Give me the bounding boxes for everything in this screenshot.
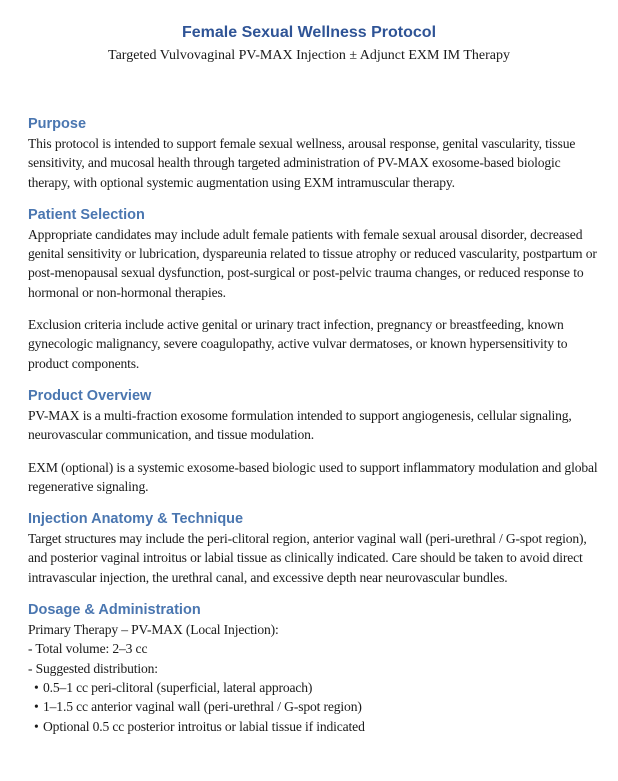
section-heading-injection-anatomy: Injection Anatomy & Technique (28, 511, 244, 528)
section-product-overview (28, 386, 603, 496)
section-injection-anatomy (28, 509, 603, 587)
exclusion-criteria-paragraph: Exclusion criteria include active genital or urinary tract infection, pregnancy or breastfeeding, known gynecologic malignancy, severe coagulopathy, active vulvar dermatoses, or known hypersensitivity to product components. (28, 317, 568, 371)
document-subtitle: Targeted Vulvovaginal PV-MAX Injection ± Adjunct EXM IM Therapy (108, 48, 510, 63)
section-purpose (28, 114, 603, 192)
section-heading-dosage: Dosage & Administration (28, 602, 201, 619)
bullet-icon: • (34, 718, 39, 734)
section-dosage (28, 600, 603, 736)
injection-anatomy-paragraph: Target structures may include the peri-clitoral region, anterior vaginal wall (peri-urethral / G-spot region), and posterior vaginal introitus or labial tissue as clinically indicated. Care should be taken to avoid direct intravascular injection, the urethral canal, and excessive depth near neurovascular bundles. (28, 531, 587, 585)
document-body (28, 114, 603, 736)
purpose-paragraph: This protocol is intended to support female sexual wellness, arousal response, genital vascularity, tissue sensitivity, and mucosal health through targeted administration of PV-MAX exosome-based biologic therapy, with optional systemic augmentation using EXM intramuscular therapy. (28, 136, 576, 190)
document-title: Female Sexual Wellness Protocol (181, 24, 437, 41)
distribution-bullet (28, 678, 603, 697)
suggested-distribution-line: - Suggested distribution: (28, 660, 158, 676)
bullet-text: 0.5–1 cc peri-clitoral (superficial, lateral approach) (43, 679, 313, 695)
bullet-text: 1–1.5 cc anterior vaginal wall (peri-urethral / G-spot region) (43, 699, 362, 715)
pv-max-paragraph: PV-MAX is a multi-fraction exosome formulation intended to support angiogenesis, cellular signaling, neurovascular communication, and tissue modulation. (28, 407, 572, 443)
distribution-bullet (28, 717, 603, 736)
primary-therapy-line: Primary Therapy – PV-MAX (Local Injection): (28, 622, 279, 638)
section-heading-product-overview: Product Overview (28, 387, 152, 404)
section-heading-purpose: Purpose (28, 116, 87, 132)
bullet-icon: • (34, 679, 39, 695)
bullet-text: Optional 0.5 cc posterior introitus or labial tissue if indicated (43, 718, 365, 734)
distribution-bullet (28, 697, 603, 716)
bullet-icon: • (34, 699, 39, 715)
section-patient-selection (28, 205, 603, 373)
exm-paragraph: EXM (optional) is a systemic exosome-based biologic used to support inflammatory modulation and global regenerative signaling. (28, 459, 598, 494)
section-heading-patient-selection: Patient Selection (28, 206, 145, 223)
patient-selection-paragraph: Appropriate candidates may include adult female patients with female sexual arousal disorder, decreased genital sensitivity or lubrication, dyspareunia related to tissue atrophy or reduced vascularity, postpartum or post-menopausal sexual dysfunction, post-surgical or post-pelvic trauma changes, or reduced response to hormonal or non-hormonal therapies. (28, 226, 597, 300)
total-volume-line: - Total volume: 2–3 cc (28, 641, 148, 657)
